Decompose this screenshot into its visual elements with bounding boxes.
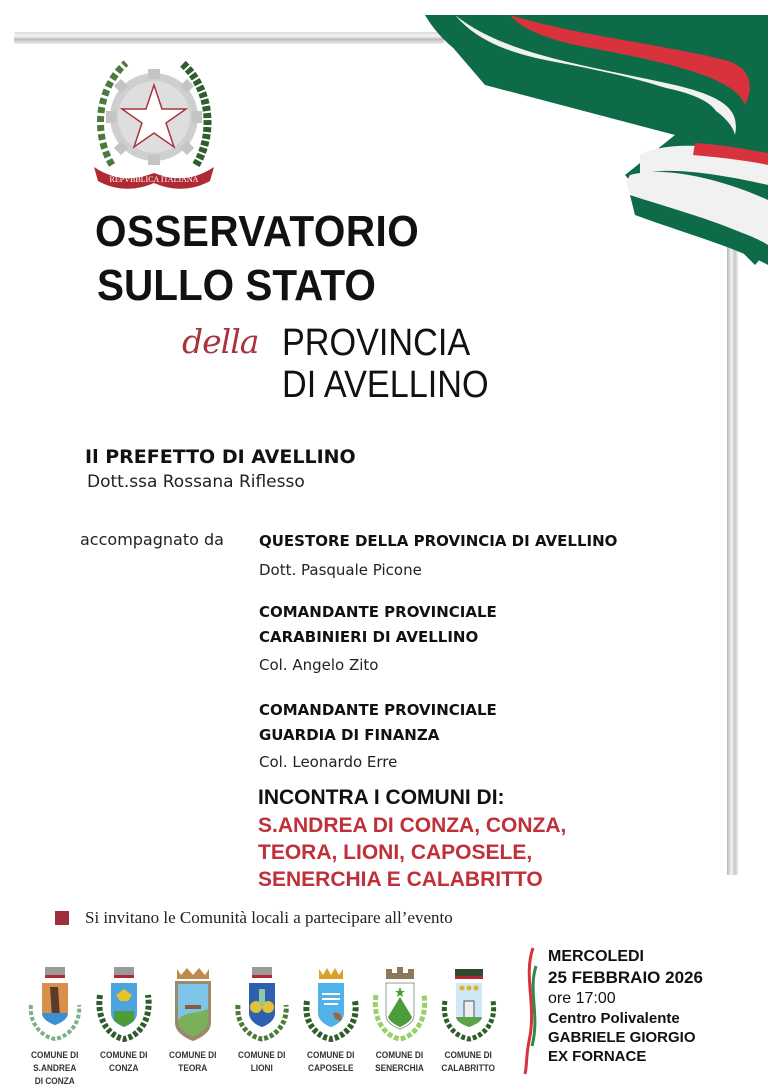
conza-crest-icon xyxy=(94,965,154,1045)
italian-flag-ribbon-icon xyxy=(425,15,768,265)
invitation-text: Si invitano le Comunità locali a partecipare all’evento xyxy=(85,908,453,927)
flagpole-vertical xyxy=(727,235,738,875)
accompanied-label: accompagnato da xyxy=(80,530,224,549)
calabritto-crest-icon xyxy=(439,965,499,1045)
official-name: Dott. Pasquale Picone xyxy=(259,561,422,579)
official-role: CARABINIERI DI AVELLINO xyxy=(259,628,479,646)
crest-label: COMUNE DI CONZA xyxy=(99,1050,148,1073)
teora-crest-icon xyxy=(163,965,223,1045)
crest-caposele xyxy=(296,965,365,1088)
municipality-crests xyxy=(20,965,503,1088)
towns-line: SENERCHIA E CALABRITTO xyxy=(258,868,543,891)
flagpole-horizontal xyxy=(14,32,444,44)
prefetto-name: Dott.ssa Rossana Riflesso xyxy=(87,472,305,492)
crest-label: COMUNE DI SENERCHIA xyxy=(375,1050,424,1073)
title-line-2: SULLO STATO xyxy=(97,261,376,310)
title-line-1: OSSERVATORIO xyxy=(95,207,420,256)
meeting-heading: INCONTRA I COMUNI DI: xyxy=(258,786,505,809)
crest-lioni xyxy=(227,965,296,1088)
event-day: MERCOLEDI xyxy=(548,948,644,965)
crest-senerchia xyxy=(365,965,434,1088)
sant-andrea-di-conza-crest-icon xyxy=(25,965,85,1045)
senerchia-crest-icon xyxy=(370,965,430,1045)
lioni-crest-icon xyxy=(232,965,292,1045)
prefetto-role: Il PREFETTO DI AVELLINO xyxy=(85,446,356,468)
event-time: ore 17:00 xyxy=(548,990,616,1007)
towns-line: S.ANDREA DI CONZA, CONZA, xyxy=(258,814,567,837)
event-venue-1: Centro Polivalente xyxy=(548,1010,680,1027)
crest-sant-andrea-di-conza xyxy=(20,965,89,1088)
crest-label: COMUNE DI LIONI xyxy=(237,1050,286,1073)
crest-label: COMUNE DI TEORA xyxy=(168,1050,217,1073)
towns-line: TEORA, LIONI, CAPOSELE, xyxy=(258,841,533,864)
crest-conza xyxy=(89,965,158,1088)
event-venue-3: EX FORNACE xyxy=(548,1048,647,1065)
official-role: QUESTORE DELLA PROVINCIA DI AVELLINO xyxy=(259,532,618,550)
caposele-crest-icon xyxy=(301,965,361,1045)
crest-calabritto xyxy=(434,965,503,1088)
crest-label: COMUNE DI CAPOSELE xyxy=(306,1050,355,1073)
repubblica-italiana-emblem-icon xyxy=(88,55,220,195)
official-role: COMANDANTE PROVINCIALE xyxy=(259,701,497,719)
event-date: 25 FEBBRAIO 2026 xyxy=(548,968,703,987)
crest-teora xyxy=(158,965,227,1088)
title-script-word: della xyxy=(182,322,259,361)
title-line-3: PROVINCIA xyxy=(282,322,471,364)
svg-text:REPVBBLICA ITALIANA: REPVBBLICA ITALIANA xyxy=(109,175,199,184)
official-role: COMANDANTE PROVINCIALE xyxy=(259,603,497,621)
event-details xyxy=(548,946,703,1066)
official-name: Col. Angelo Zito xyxy=(259,656,379,674)
invitation-note xyxy=(55,908,453,928)
event-venue-2: GABRIELE GIORGIO xyxy=(548,1029,696,1046)
title-line-4: DI AVELLINO xyxy=(282,364,489,406)
tricolor-wave-icon xyxy=(521,946,541,1076)
official-name: Col. Leonardo Erre xyxy=(259,753,398,771)
meeting-towns xyxy=(258,812,566,893)
crest-label: COMUNE DI S.ANDREA DI CONZA xyxy=(30,1050,79,1086)
bullet-square-icon xyxy=(55,911,69,925)
official-role: GUARDIA DI FINANZA xyxy=(259,726,440,744)
crest-label: COMUNE DI CALABRITTO xyxy=(441,1050,496,1073)
